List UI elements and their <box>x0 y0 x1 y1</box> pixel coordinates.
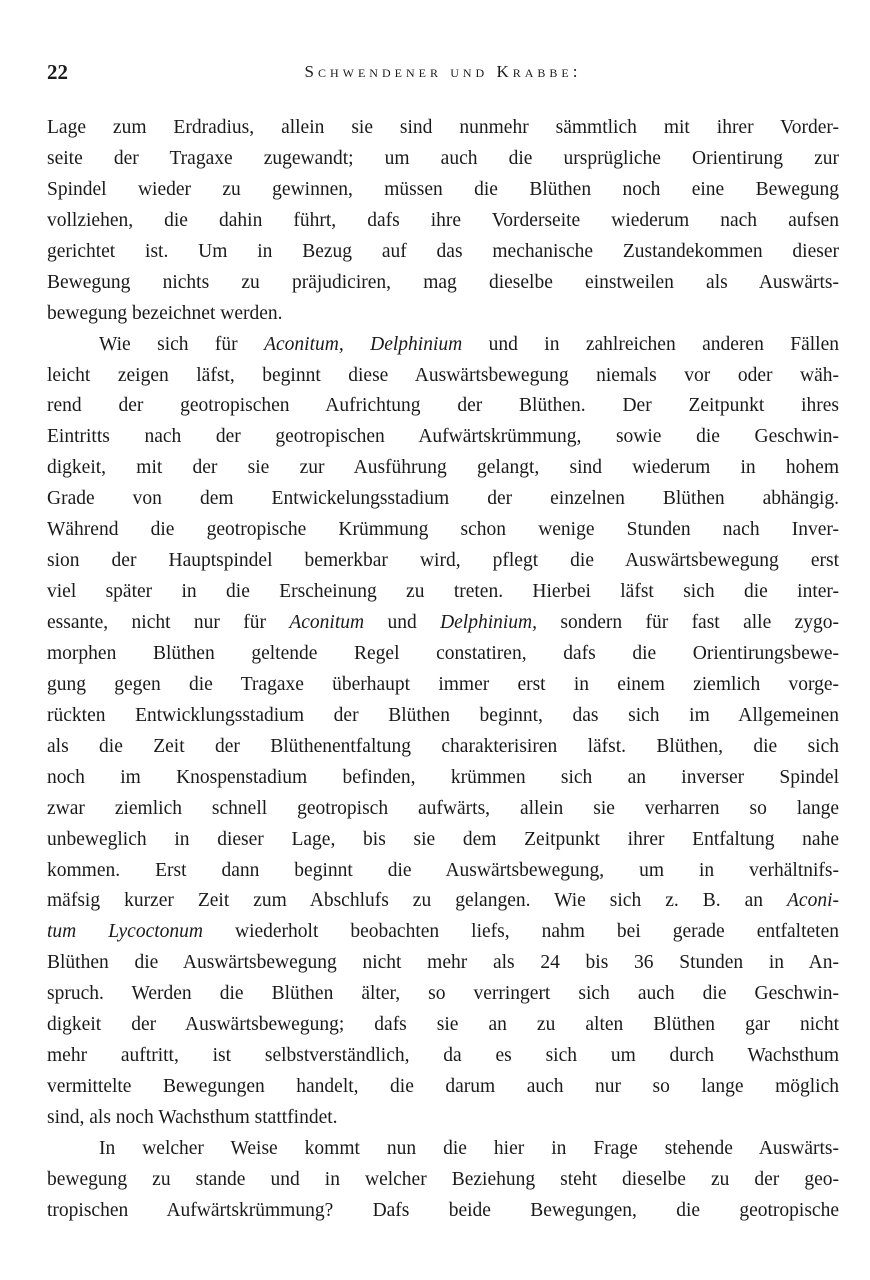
text-span: essante, nicht nur für <box>47 612 290 633</box>
text-line: rückten Entwicklungsstadium der Blüthen beginnt, das sich im Allgemeinen <box>47 704 839 726</box>
text-line <box>47 886 839 917</box>
text-line: vermittelte Bewegungen handelt, die darum auch nur so lange möglich <box>47 1076 839 1098</box>
text-line: Lage zum Erdradius, allein sie sind nunmehr sämmtlich mit ihrer Vorder- <box>47 117 839 138</box>
running-head: Schwendener und Krabbe: <box>304 62 582 81</box>
text-line: sind, als noch Wachsthum stattfindet. <box>47 1107 338 1128</box>
text-line: mehr auftritt, ist selbstverständlich, da es sich um durch Wachsthum <box>47 1045 839 1067</box>
text-line <box>47 608 839 639</box>
text-line: Blüthen die Auswärtsbewegung nicht mehr als 24 bis 36 Stunden in An- <box>47 952 839 974</box>
text-line: Grade von dem Entwickelungsstadium der einzelnen Blüthen abhängig. <box>47 488 839 510</box>
text-line: Bewegung nichts zu präjudiciren, mag dieselbe einstweilen als Auswärts- <box>47 271 839 293</box>
text-line: bewegung zu stande und in welcher Beziehung steht dieselbe zu der geo- <box>47 1168 839 1190</box>
text-line: rend der geotropischen Aufrichtung der Blüthen. Der Zeitpunkt ihres <box>47 395 839 417</box>
italic-text: tum Lycoctonum <box>47 921 203 943</box>
text-span: und <box>364 612 441 633</box>
text-line: In welcher Weise kommt nun die hier in Frage stehende Auswärts- <box>99 1137 839 1159</box>
text-line: kommen. Erst dann beginnt die Auswärtsbewegung, um in verhältnifs- <box>47 859 839 881</box>
text-span: und in zahlreichen anderen Fällen <box>462 333 839 355</box>
italic-text: Aconitum, Delphinium <box>264 333 463 355</box>
body-text <box>47 113 839 1227</box>
text-line: Eintritts nach der geotropischen Aufwärtskrümmung, sowie die Geschwin- <box>47 426 839 448</box>
text-line: als die Zeit der Blüthenentfaltung charakterisiren läfst. Blüthen, die sich <box>47 735 839 757</box>
text-span: sondern für fast alle zygo- <box>537 612 839 633</box>
text-line: gerichtet ist. Um in Bezug auf das mechanische Zustandekommen dieser <box>47 240 839 262</box>
text-line: digkeit der Auswärtsbewegung; dafs sie an zu alten Blüthen gar nicht <box>47 1014 839 1036</box>
text-span: mäfsig kurzer Zeit zum Abschlufs zu gelangen. Wie sich z. B. an <box>47 890 788 912</box>
text-line: vollziehen, die dahin führt, dafs ihre Vorderseite wiederum nach aufsen <box>47 209 839 231</box>
text-line: morphen Blüthen geltende Regel constatiren, dafs die Orientirungsbewe- <box>47 642 839 664</box>
text-line <box>47 917 839 948</box>
text-line: viel später in die Erscheinung zu treten. Hierbei läfst sich die inter- <box>47 581 839 603</box>
text-line: Während die geotropische Krümmung schon wenige Stunden nach Inver- <box>47 519 839 541</box>
text-line: zwar ziemlich schnell geotropisch aufwärts, allein sie verharren so lange <box>47 797 839 819</box>
page-number: 22 <box>47 60 68 84</box>
text-line: bewegung bezeichnet werden. <box>47 302 283 324</box>
text-line: tropischen Aufwärtskrümmung? Dafs beide Bewegungen, die geotropische <box>47 1199 839 1221</box>
text-line: gung gegen die Tragaxe überhaupt immer erst in einem ziemlich vorge- <box>47 673 839 695</box>
text-span: Wie sich für <box>99 333 265 355</box>
italic-text: Aconitum <box>289 612 365 633</box>
text-span: wiederholt beobachten liefs, nahm bei gerade entfalteten <box>202 921 839 943</box>
text-line: sion der Hauptspindel bemerkbar wird, pflegt die Auswärtsbewegung erst <box>47 550 839 572</box>
text-line: unbeweglich in dieser Lage, bis sie dem Zeitpunkt ihrer Entfaltung nahe <box>47 828 839 850</box>
text-line: seite der Tragaxe zugewandt; um auch die ursprügliche Orientirung zur <box>47 147 839 169</box>
text-line: digkeit, mit der sie zur Ausführung gelangt, sind wiederum in hohem <box>47 457 839 479</box>
text-line: Spindel wieder zu gewinnen, müssen die Blüthen noch eine Bewegung <box>47 178 839 200</box>
text-line: noch im Knospenstadium befinden, krümmen sich an inverser Spindel <box>47 766 839 788</box>
text-line <box>47 330 839 361</box>
text-line: spruch. Werden die Blüthen älter, so verringert sich auch die Geschwin- <box>47 983 839 1005</box>
page-header <box>47 60 839 90</box>
italic-text: Delphinium, <box>440 612 538 633</box>
text-line: leicht zeigen läfst, beginnt diese Auswärtsbewegung niemals vor oder wäh- <box>47 364 839 386</box>
italic-text: Aconi- <box>787 890 839 912</box>
